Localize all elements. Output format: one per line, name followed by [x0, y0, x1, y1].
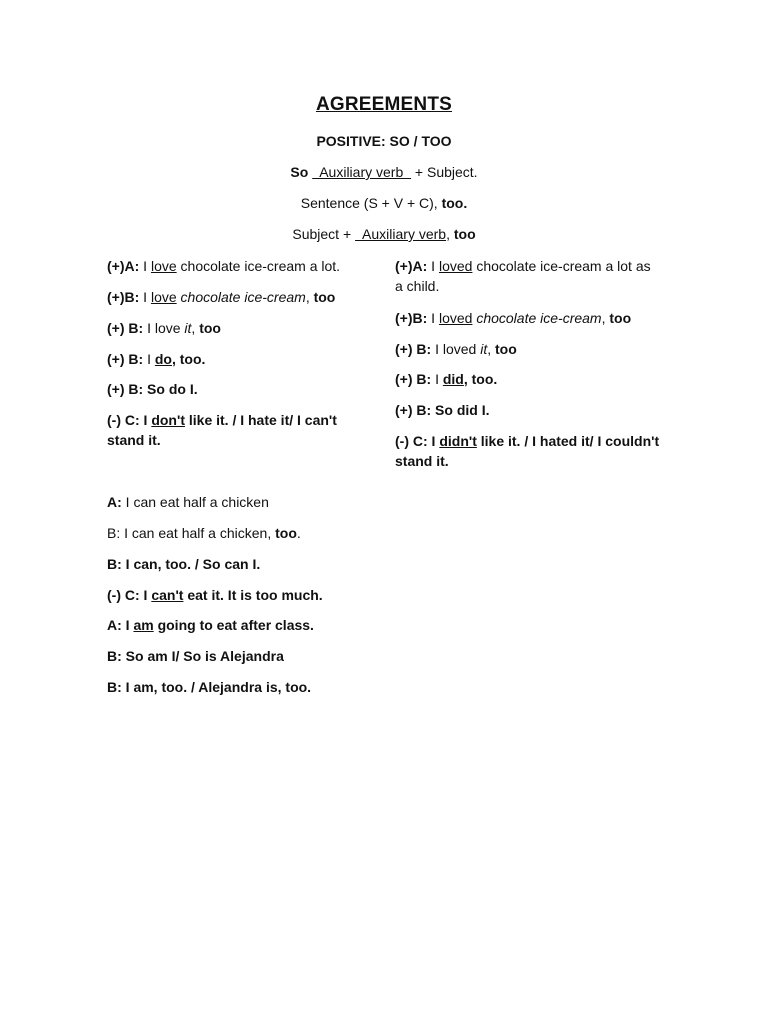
- text: B: So am I/ So is Alejandra: [107, 648, 284, 664]
- rule-too-subject-text: Subject +: [292, 226, 356, 242]
- object: chocolate ice-cream: [476, 310, 602, 326]
- text: I can eat half a chicken: [125, 494, 269, 510]
- modal-line-b1: [107, 523, 301, 543]
- rule-so: [0, 164, 768, 180]
- rest: chocolate ice-cream a lot as a child.: [395, 258, 651, 294]
- comma: ,: [305, 289, 310, 305]
- past-line-c: [395, 431, 660, 471]
- present-line-b4: [107, 379, 198, 399]
- text: B: I can eat half a chicken,: [107, 525, 272, 541]
- object: chocolate ice-cream: [180, 289, 306, 305]
- page-title: AGREEMENTS: [315, 94, 453, 115]
- auxiliary: don't: [151, 412, 185, 428]
- present-line-b3: [107, 349, 205, 369]
- rule-so-word: So: [290, 164, 309, 180]
- rule-too-sentence-too: too.: [441, 195, 468, 211]
- auxiliary: am: [133, 617, 154, 633]
- period: .: [296, 525, 301, 541]
- subject: I: [143, 289, 148, 305]
- past-line-b3: [395, 369, 497, 389]
- auxiliary: do: [154, 351, 172, 367]
- tail: , too.: [463, 371, 498, 387]
- past-line-b4: [395, 400, 490, 420]
- subject: I: [143, 258, 148, 274]
- label: A:: [107, 494, 122, 510]
- too-word: too: [275, 525, 297, 541]
- auxiliary: didn't: [439, 433, 477, 449]
- verb: love: [150, 258, 177, 274]
- tail: , too.: [171, 351, 206, 367]
- text: (+) B: So do I.: [107, 381, 198, 397]
- subject: I: [147, 351, 151, 367]
- comma: ,: [191, 320, 196, 336]
- modal-line-c: [107, 585, 323, 605]
- comma: ,: [487, 341, 492, 357]
- past-line-b1: [395, 308, 631, 328]
- rest: eat it. It is too much.: [183, 587, 323, 603]
- verb: loved: [438, 310, 473, 326]
- rule-too-subject-comma: ,: [446, 226, 450, 242]
- label: (+)B:: [395, 310, 428, 326]
- present-line-b1: [107, 287, 335, 307]
- subject: I: [435, 371, 439, 387]
- rule-too-subject-aux: Auxiliary verb: [355, 226, 447, 242]
- too-word: too: [609, 310, 632, 326]
- rest: like it. / I hated it/ I couldn't stand it.: [395, 433, 660, 469]
- too-word: too: [494, 341, 517, 357]
- modal-line-a2: [107, 615, 314, 635]
- present-line-a: [107, 256, 340, 276]
- pronoun: it: [480, 341, 488, 357]
- label: (+) B:: [395, 341, 432, 357]
- past-line-b2: [395, 339, 517, 359]
- rest: going to eat after class.: [153, 617, 314, 633]
- start: (-) C: I: [107, 587, 148, 603]
- label: (+) B:: [395, 371, 432, 387]
- past-line-a: [395, 256, 660, 296]
- modal-line-a: [107, 492, 269, 512]
- label: (+) B:: [107, 320, 144, 336]
- rest: like it. / I hate it/ I can't stand it.: [107, 412, 337, 448]
- rule-so-tail: + Subject.: [411, 164, 478, 180]
- subject: I: [431, 310, 436, 326]
- too-word: too: [199, 320, 221, 336]
- rule-too-sentence: [0, 195, 768, 211]
- text: B: I can, too. / So can I.: [107, 556, 261, 572]
- start: A: I: [107, 617, 130, 633]
- present-line-b2: [107, 318, 221, 338]
- label: (+)A:: [395, 258, 428, 274]
- rest: chocolate ice-cream a lot.: [180, 258, 341, 274]
- label: (+)B:: [107, 289, 140, 305]
- rule-too-subject: [0, 226, 768, 242]
- auxiliary: did: [442, 371, 464, 387]
- label: (+)A:: [107, 258, 140, 274]
- text: (+) B: So did I.: [395, 402, 490, 418]
- subject: I: [431, 258, 436, 274]
- rule-so-aux: Auxiliary verb: [312, 164, 412, 180]
- text: B: I am, too. / Alejandra is, too.: [107, 679, 312, 695]
- pronoun: it: [184, 320, 192, 336]
- rule-too-sentence-text: Sentence (S + V + C),: [300, 195, 438, 211]
- modal-line-b2: [107, 554, 260, 574]
- rule-too-subject-too: too: [453, 226, 476, 242]
- modal-line-b3: [107, 646, 284, 666]
- comma: ,: [601, 310, 606, 326]
- start: (-) C: I: [395, 433, 436, 449]
- verb: loved: [438, 258, 473, 274]
- too-word: too: [313, 289, 336, 305]
- modal-line-b4: [107, 677, 311, 697]
- start: (-) C: I: [107, 412, 148, 428]
- verb: love: [150, 289, 177, 305]
- present-line-c: [107, 410, 377, 450]
- label: (+) B:: [107, 351, 144, 367]
- text: I love: [147, 320, 181, 336]
- text: I loved: [435, 341, 477, 357]
- page-subtitle: POSITIVE: SO / TOO: [316, 133, 452, 149]
- auxiliary: can't: [151, 587, 184, 603]
